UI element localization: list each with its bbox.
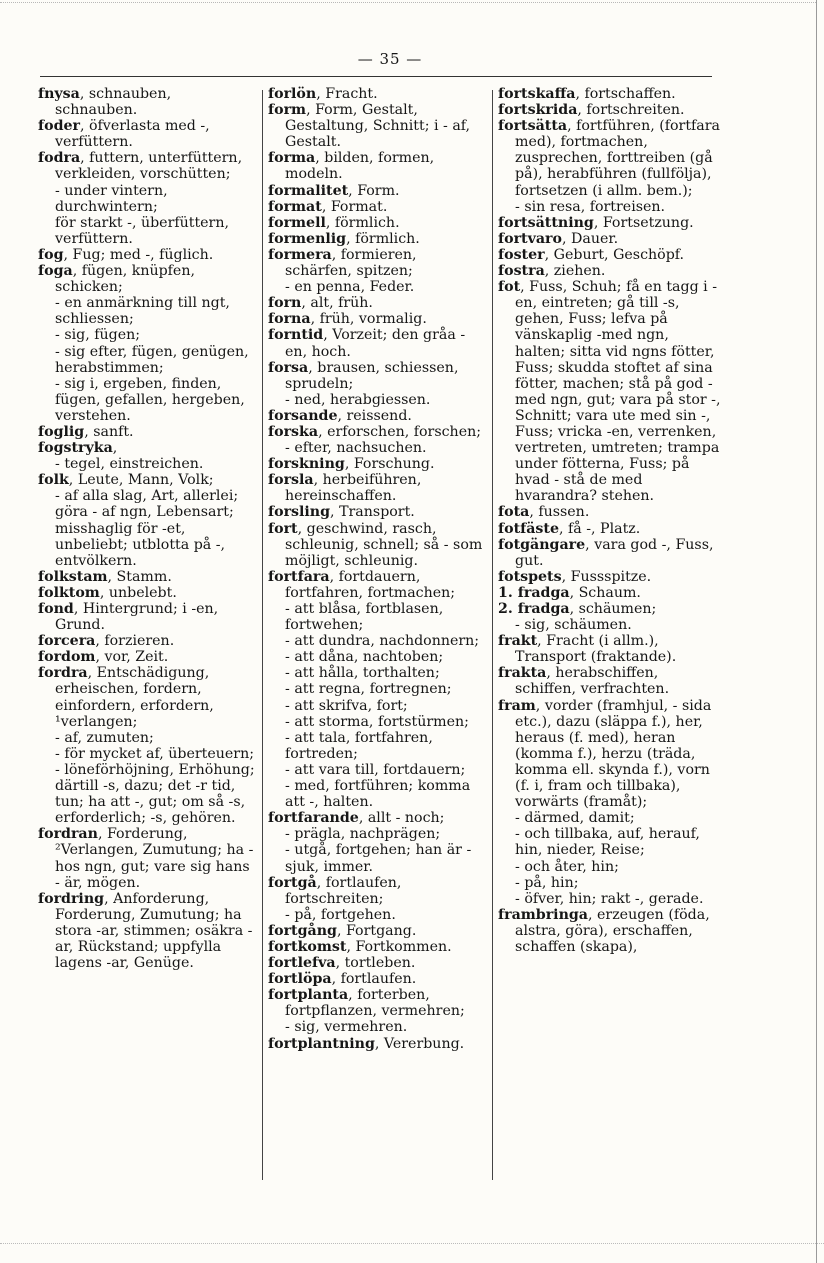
entry-definition: , förmlich. — [346, 230, 420, 247]
dictionary-subentry — [268, 633, 486, 649]
entry-headword: frakta — [498, 665, 547, 682]
dictionary-subentry — [268, 907, 486, 923]
page-top-edge — [0, 2, 816, 3]
entry-definition: , schnauben, schnauben. — [55, 86, 172, 119]
dictionary-subentry — [268, 778, 486, 810]
dictionary-subentry — [38, 183, 256, 215]
entry-definition: , Leute, Mann, Volk; — [68, 472, 214, 489]
dictionary-entry — [268, 456, 486, 472]
entry-headword: foglig — [38, 423, 85, 440]
entry-headword: fortskaffa — [498, 86, 576, 102]
dictionary-entry — [498, 585, 722, 601]
column-divider — [262, 90, 263, 1180]
entry-definition: - på, fortgehen. — [285, 906, 396, 923]
dictionary-subentry — [38, 746, 256, 762]
entry-definition: - att storma, fortstürmen; — [285, 713, 469, 730]
entry-headword: forma — [268, 150, 316, 167]
entry-definition: - sig efter, fügen, genügen, herabstimmen; — [55, 343, 249, 376]
entry-headword: formenlig — [268, 230, 347, 247]
entry-headword: foster — [498, 246, 545, 263]
dictionary-entry — [268, 183, 486, 199]
entry-definition: för starkt -, überfüttern, verfüttern. — [55, 214, 229, 247]
entry-headword: fortfara — [268, 568, 330, 585]
dictionary-column-2 — [268, 86, 486, 1052]
entry-headword: fortfarande — [268, 810, 359, 827]
entry-definition: , Anforderung, Forderung, Zumutung; ha stora -ar, stimmen; osäkra -ar, Rückstand; uppfylla lagens -ar, Genüge. — [55, 890, 253, 972]
entry-definition: - ned, herabgiessen. — [285, 391, 431, 408]
dictionary-entry — [268, 295, 486, 311]
dictionary-entry — [268, 955, 486, 971]
dictionary-entry — [498, 231, 722, 247]
dictionary-subentry — [498, 859, 722, 875]
entry-definition: - att tala, fortfahren, fortreden; — [285, 729, 433, 762]
entry-definition: - att blåsa, fortblasen, fortwehen; — [285, 601, 444, 634]
entry-headword: fortplantning — [268, 1035, 375, 1052]
entry-definition: , geschwind, rasch, schleunig, schnell; så - som möjligt, schleunig. — [285, 520, 483, 569]
dictionary-entry — [498, 698, 722, 811]
dictionary-entry — [268, 327, 486, 359]
dictionary-entry — [498, 633, 722, 665]
entry-definition: - att regna, fortregnen; — [285, 681, 452, 698]
entry-headword: fotfäste — [498, 520, 559, 537]
dictionary-entry — [498, 102, 722, 118]
dictionary-entry — [268, 521, 486, 569]
entry-definition: , Stamm. — [107, 568, 172, 585]
entry-headword: 2. fradga — [498, 601, 570, 617]
dictionary-entry — [268, 311, 486, 327]
entry-headword: fortgå — [268, 874, 317, 891]
entry-headword: fond — [38, 601, 74, 617]
entry-definition: , öfverlasta med -, verfüttern. — [55, 118, 210, 151]
dictionary-subentry — [38, 344, 256, 376]
entry-definition: , Fuss, Schuh; få en tagg i -en, eintreten; gå till -s, gehen, Fuss; lefva på vänskaplig -med ngn, halten; sitta vid ngns fötter, Fuss; skudda stoftet af sina fötter, machen; stå på god - med ngn, gut; vara på stor -, Schnitt; vara ute med sin -, Fuss; vricka -en, verrenken, vertreten, umtreten; trampa under fötterna, Fuss; på hvad - stå de med hvarandra? stehen. — [515, 279, 721, 505]
entry-headword: fortgång — [268, 922, 337, 939]
column-divider — [492, 90, 493, 1180]
entry-definition: , Fortkommen. — [346, 938, 452, 955]
entry-definition: - utgå, fortgehen; han är - sjuk, immer. — [285, 842, 472, 875]
entry-definition: - af, zumuten; — [55, 729, 154, 746]
entry-definition: - att dundra, nachdonnern; — [285, 633, 480, 650]
dictionary-entry — [268, 971, 486, 987]
entry-headword: fot — [498, 279, 521, 296]
entry-definition: , Fortgang. — [336, 922, 417, 939]
dictionary-entry — [498, 504, 722, 520]
dictionary-entry — [268, 360, 486, 392]
entry-headword: forlön — [268, 86, 317, 102]
entry-definition: - efter, nachsuchen. — [285, 440, 427, 457]
entry-definition: - sig, schäumen. — [515, 617, 632, 634]
dictionary-subentry — [268, 730, 486, 762]
dictionary-entry — [38, 601, 256, 633]
entry-definition: , Forschung. — [344, 456, 435, 473]
dictionary-entry — [498, 86, 722, 102]
dictionary-entry — [498, 215, 722, 231]
entry-definition: , herbeiführen, hereinschaffen. — [285, 472, 422, 505]
entry-headword: formera — [268, 246, 332, 263]
dictionary-subentry — [38, 730, 256, 746]
dictionary-entry — [498, 247, 722, 263]
entry-headword: frakt — [498, 633, 538, 650]
entry-definition: - af alla slag, Art, allerlei; göra - af ngn, Lebensart; misshaglig för -et, unbeliebt; utblotta på -, entvölkern. — [55, 488, 239, 569]
entry-headword: forsande — [268, 407, 338, 424]
entry-definition: - en anmärkning till ngt, schliessen; — [55, 295, 230, 328]
entry-definition: , erzeugen (föda, alstra, göra), erschaffen, schaffen (skapa), — [515, 906, 710, 955]
dictionary-subentry — [498, 199, 722, 215]
entry-headword: formalitet — [268, 182, 349, 199]
dictionary-column-3 — [498, 86, 722, 955]
entry-definition: , Form. — [348, 182, 400, 199]
entry-headword: fodra — [38, 150, 81, 167]
entry-definition: , Fracht (i allm.), Transport (fraktande). — [515, 633, 677, 666]
dictionary-subentry — [268, 649, 486, 665]
entry-headword: fortlöpa — [268, 971, 332, 988]
entry-definition: - löneförhöjning, Erhöhung; därtill -s, dazu; det -r tid, tun; ha att -, gut; om så -s, erforderlich; -s, gehören. — [55, 761, 255, 827]
dictionary-entry — [38, 633, 256, 649]
entry-headword: fortsätta — [498, 118, 568, 135]
dictionary-entry — [498, 263, 722, 279]
dictionary-subentry — [498, 617, 722, 633]
dictionary-entry — [38, 649, 256, 665]
dictionary-entry — [498, 537, 722, 569]
entry-headword: forska — [268, 423, 319, 440]
entry-headword: 1. fradga — [498, 584, 570, 601]
entry-definition: , bilden, formen, modeln. — [285, 150, 435, 183]
dictionary-subentry — [498, 891, 722, 907]
entry-definition: , alt, früh. — [301, 295, 373, 312]
entry-definition: , formieren, schärfen, spitzen; — [285, 246, 417, 280]
dictionary-subentry — [38, 762, 256, 826]
dictionary-subentry — [498, 826, 722, 858]
entry-definition: - därmed, damit; — [515, 810, 635, 827]
entry-definition: , schäumen; — [569, 601, 657, 617]
entry-headword: frambringa — [498, 906, 588, 923]
entry-definition: - sin resa, fortreisen. — [515, 198, 666, 215]
entry-definition: , tortleben. — [335, 955, 416, 972]
entry-headword: forna — [268, 311, 311, 328]
dictionary-subentry — [38, 488, 256, 568]
entry-definition: , vor, Zeit. — [95, 649, 169, 666]
dictionary-entry — [498, 907, 722, 955]
dictionary-subentry — [38, 376, 256, 424]
dictionary-entry — [38, 826, 256, 890]
entry-definition: - sig, vermehren. — [285, 1019, 408, 1036]
entry-headword: forsa — [268, 359, 309, 376]
dictionary-entry — [268, 472, 486, 504]
entry-headword: fotspets — [498, 568, 562, 585]
dictionary-entry — [268, 939, 486, 955]
dictionary-entry — [268, 231, 486, 247]
entry-definition: , fortlaufen. — [331, 971, 417, 988]
dictionary-entry — [498, 521, 722, 537]
entry-definition: - för mycket af, überteuern; — [55, 745, 254, 762]
dictionary-subentry — [268, 681, 486, 697]
entry-headword: folk — [38, 472, 69, 489]
dictionary-subentry — [38, 327, 256, 343]
dictionary-subentry — [498, 875, 722, 891]
entry-headword: foder — [38, 118, 80, 135]
entry-definition: , Fracht. — [316, 86, 378, 102]
dictionary-subentry — [268, 440, 486, 456]
dictionary-entry — [268, 102, 486, 150]
entry-definition: - sig i, ergeben, finden, fügen, gefallen, hergeben, verstehen. — [55, 375, 245, 424]
entry-definition: , fortlaufen, fortschreiten; — [285, 874, 402, 907]
entry-headword: forntid — [268, 327, 324, 344]
entry-definition: , förmlich. — [325, 214, 400, 231]
entry-headword: fortvaro — [498, 230, 562, 247]
entry-headword: fotgängare — [498, 536, 586, 553]
entry-definition: , få -, Platz. — [558, 520, 641, 537]
entry-definition: , allt - noch; — [358, 810, 445, 827]
entry-definition: , Fortsetzung. — [593, 214, 694, 231]
dictionary-entry — [38, 585, 256, 601]
entry-headword: fram — [498, 697, 536, 714]
dictionary-subentry — [38, 215, 256, 247]
entry-headword: folktom — [38, 584, 100, 601]
dictionary-entry — [38, 665, 256, 729]
entry-definition: , fortdauern, fortfahren, fortmachen; — [285, 568, 456, 601]
entry-definition: , Entschädigung, erheischen, fordern, einfordern, erfordern, ¹verlangen; — [55, 665, 214, 730]
entry-definition: , früh, vormalig. — [310, 311, 427, 328]
dictionary-entry — [498, 601, 722, 617]
dictionary-entry — [38, 150, 256, 182]
entry-headword: fordring — [38, 890, 105, 907]
dictionary-entry — [38, 118, 256, 150]
entry-definition: , forterben, fortpflanzen, vermehren; — [285, 987, 465, 1020]
entry-definition: - tegel, einstreichen. — [55, 456, 204, 473]
dictionary-entry — [498, 665, 722, 697]
entry-headword: forcera — [38, 633, 96, 650]
entry-headword: foga — [38, 263, 73, 280]
entry-definition: , Vorzeit; den gråa -en, hoch. — [285, 327, 466, 360]
dictionary-subentry — [268, 842, 486, 874]
entry-definition: , Schaum. — [569, 584, 641, 601]
dictionary-entry — [268, 199, 486, 215]
entry-definition: , herabschiffen, schiffen, verfrachten. — [515, 665, 670, 698]
dictionary-subentry — [268, 714, 486, 730]
dictionary-column-1 — [38, 86, 256, 971]
entry-headword: formell — [268, 214, 326, 231]
dictionary-entry — [268, 424, 486, 440]
dictionary-entry — [268, 247, 486, 279]
dictionary-entry — [498, 569, 722, 585]
entry-headword: forsla — [268, 472, 314, 489]
entry-headword: fog — [38, 246, 64, 263]
dictionary-entry — [38, 472, 256, 488]
dictionary-entry — [38, 247, 256, 263]
entry-definition: - öfver, hin; rakt -, gerade. — [515, 890, 704, 907]
entry-headword: fnysa — [38, 86, 80, 102]
dictionary-subentry — [268, 826, 486, 842]
dictionary-entry — [268, 215, 486, 231]
entry-headword: fortsättning — [498, 214, 594, 231]
dictionary-entry — [268, 504, 486, 520]
dictionary-entry — [38, 424, 256, 440]
entry-definition: , sanft. — [84, 423, 134, 440]
entry-definition: , Geburt, Geschöpf. — [544, 246, 685, 263]
entry-headword: forskning — [268, 456, 345, 473]
dictionary-subentry — [268, 392, 486, 408]
entry-headword: form — [268, 102, 307, 119]
entry-definition: , — [112, 440, 118, 457]
entry-definition: - och tillbaka, auf, herauf, hin, nieder, Reise; — [515, 826, 700, 859]
entry-definition: , Forderung, ²Verlangen, Zumutung; ha - hos ngn, gut; vare sig hans - är, mögen. — [55, 826, 254, 891]
dictionary-entry — [268, 875, 486, 907]
dictionary-subentry — [38, 456, 256, 472]
entry-headword: fota — [498, 504, 530, 521]
page-right-edge — [816, 0, 817, 1263]
entry-definition: - att skrifva, fort; — [285, 697, 408, 714]
dictionary-entry — [38, 440, 256, 456]
entry-definition: , ziehen. — [544, 263, 606, 280]
entry-headword: fortlefva — [268, 955, 336, 972]
dictionary-entry — [268, 987, 486, 1019]
dictionary-entry — [268, 1036, 486, 1052]
entry-definition: , unbelebt. — [99, 584, 177, 601]
dictionary-subentry — [268, 601, 486, 633]
entry-headword: fortplanta — [268, 987, 349, 1004]
entry-headword: fordran — [38, 826, 98, 843]
dictionary-entry — [38, 569, 256, 585]
dictionary-entry — [498, 279, 722, 504]
page-number: — 35 — — [357, 50, 423, 68]
entry-headword: fordom — [38, 649, 96, 666]
dictionary-entry — [268, 150, 486, 182]
dictionary-entry — [268, 86, 486, 102]
entry-definition: , fussen. — [529, 504, 590, 521]
entry-definition: , Transport. — [330, 504, 415, 521]
entry-definition: , brausen, schiessen, sprudeln; — [285, 359, 459, 392]
dictionary-entry — [38, 891, 256, 971]
entry-definition: , vorder (framhjul, - sida etc.), dazu (släppa f.), her, heraus (f. med), heran (komma f.), herzu (träda, komma ell. skynda f.), vorn (f. i, fram och tillbaka), vorwärts (framåt); — [515, 697, 712, 811]
dictionary-subentry — [38, 295, 256, 327]
entry-headword: fortskrida — [498, 102, 578, 119]
dictionary-subentry — [268, 1019, 486, 1035]
dictionary-entry — [268, 408, 486, 424]
entry-definition: - prägla, nachprägen; — [285, 826, 441, 843]
entry-definition: - att vara till, fortdauern; — [285, 761, 466, 778]
entry-headword: forsling — [268, 504, 331, 521]
entry-headword: fogstryka — [38, 440, 113, 457]
entry-headword: fordra — [38, 665, 88, 682]
dictionary-subentry — [268, 665, 486, 681]
entry-headword: fort — [268, 520, 298, 537]
dictionary-entry — [268, 810, 486, 826]
dictionary-subentry — [498, 810, 722, 826]
dictionary-entry — [38, 86, 256, 118]
page-bottom-edge — [0, 1243, 824, 1244]
entry-definition: , Hintergrund; i -en, Grund. — [55, 601, 219, 634]
entry-definition: - och åter, hin; — [515, 858, 619, 875]
dictionary-entry — [498, 118, 722, 198]
entry-definition: , erforschen, forschen; — [318, 423, 482, 440]
entry-headword: forn — [268, 295, 302, 312]
entry-definition: - under vintern, durchwintern; — [55, 182, 168, 215]
entry-definition: , Form, Gestalt, Gestaltung, Schnitt; i - af, Gestalt. — [285, 102, 471, 151]
entry-definition: , reissend. — [337, 407, 412, 424]
entry-definition: , fügen, knüpfen, schicken; — [55, 263, 195, 296]
entry-definition: - sig, fügen; — [55, 327, 141, 344]
entry-definition: , forzieren. — [95, 633, 175, 650]
entry-definition: , fortführen, (fortfara med), fortmachen, zusprechen, forttreiben (gå på), herabführen (fullfölja), fortsetzen (i allm. bem.); — [515, 118, 720, 199]
dictionary-subentry — [268, 698, 486, 714]
entry-definition: - att hålla, torthalten; — [285, 665, 440, 682]
entry-definition: , Format. — [321, 198, 388, 215]
entry-definition: , vara god -, Fuss, gut. — [515, 536, 714, 569]
entry-headword: fortkomst — [268, 938, 347, 955]
entry-definition: - på, hin; — [515, 874, 579, 891]
entry-definition: , Fug; med -, füglich. — [63, 246, 214, 263]
header-rule — [40, 76, 712, 77]
entry-headword: fostra — [498, 263, 545, 280]
dictionary-subentry — [268, 279, 486, 295]
entry-definition: - en penna, Feder. — [285, 279, 415, 296]
entry-headword: folkstam — [38, 568, 108, 585]
entry-headword: format — [268, 198, 322, 215]
entry-definition: , Fussspitze. — [561, 568, 652, 585]
dictionary-entry — [268, 569, 486, 601]
entry-definition: - att dåna, nachtoben; — [285, 649, 444, 666]
dictionary-subentry — [268, 762, 486, 778]
entry-definition: , Dauer. — [561, 230, 619, 247]
dictionary-entry — [268, 923, 486, 939]
dictionary-entry — [38, 263, 256, 295]
entry-definition: - med, fortführen; komma att -, halten. — [285, 778, 471, 811]
entry-definition: , fortschreiten. — [577, 102, 685, 119]
entry-definition: , Vererbung. — [374, 1035, 465, 1052]
entry-definition: , futtern, unterfüttern, verkleiden, vorschütten; — [55, 150, 243, 183]
entry-definition: , fortschaffen. — [575, 86, 676, 102]
